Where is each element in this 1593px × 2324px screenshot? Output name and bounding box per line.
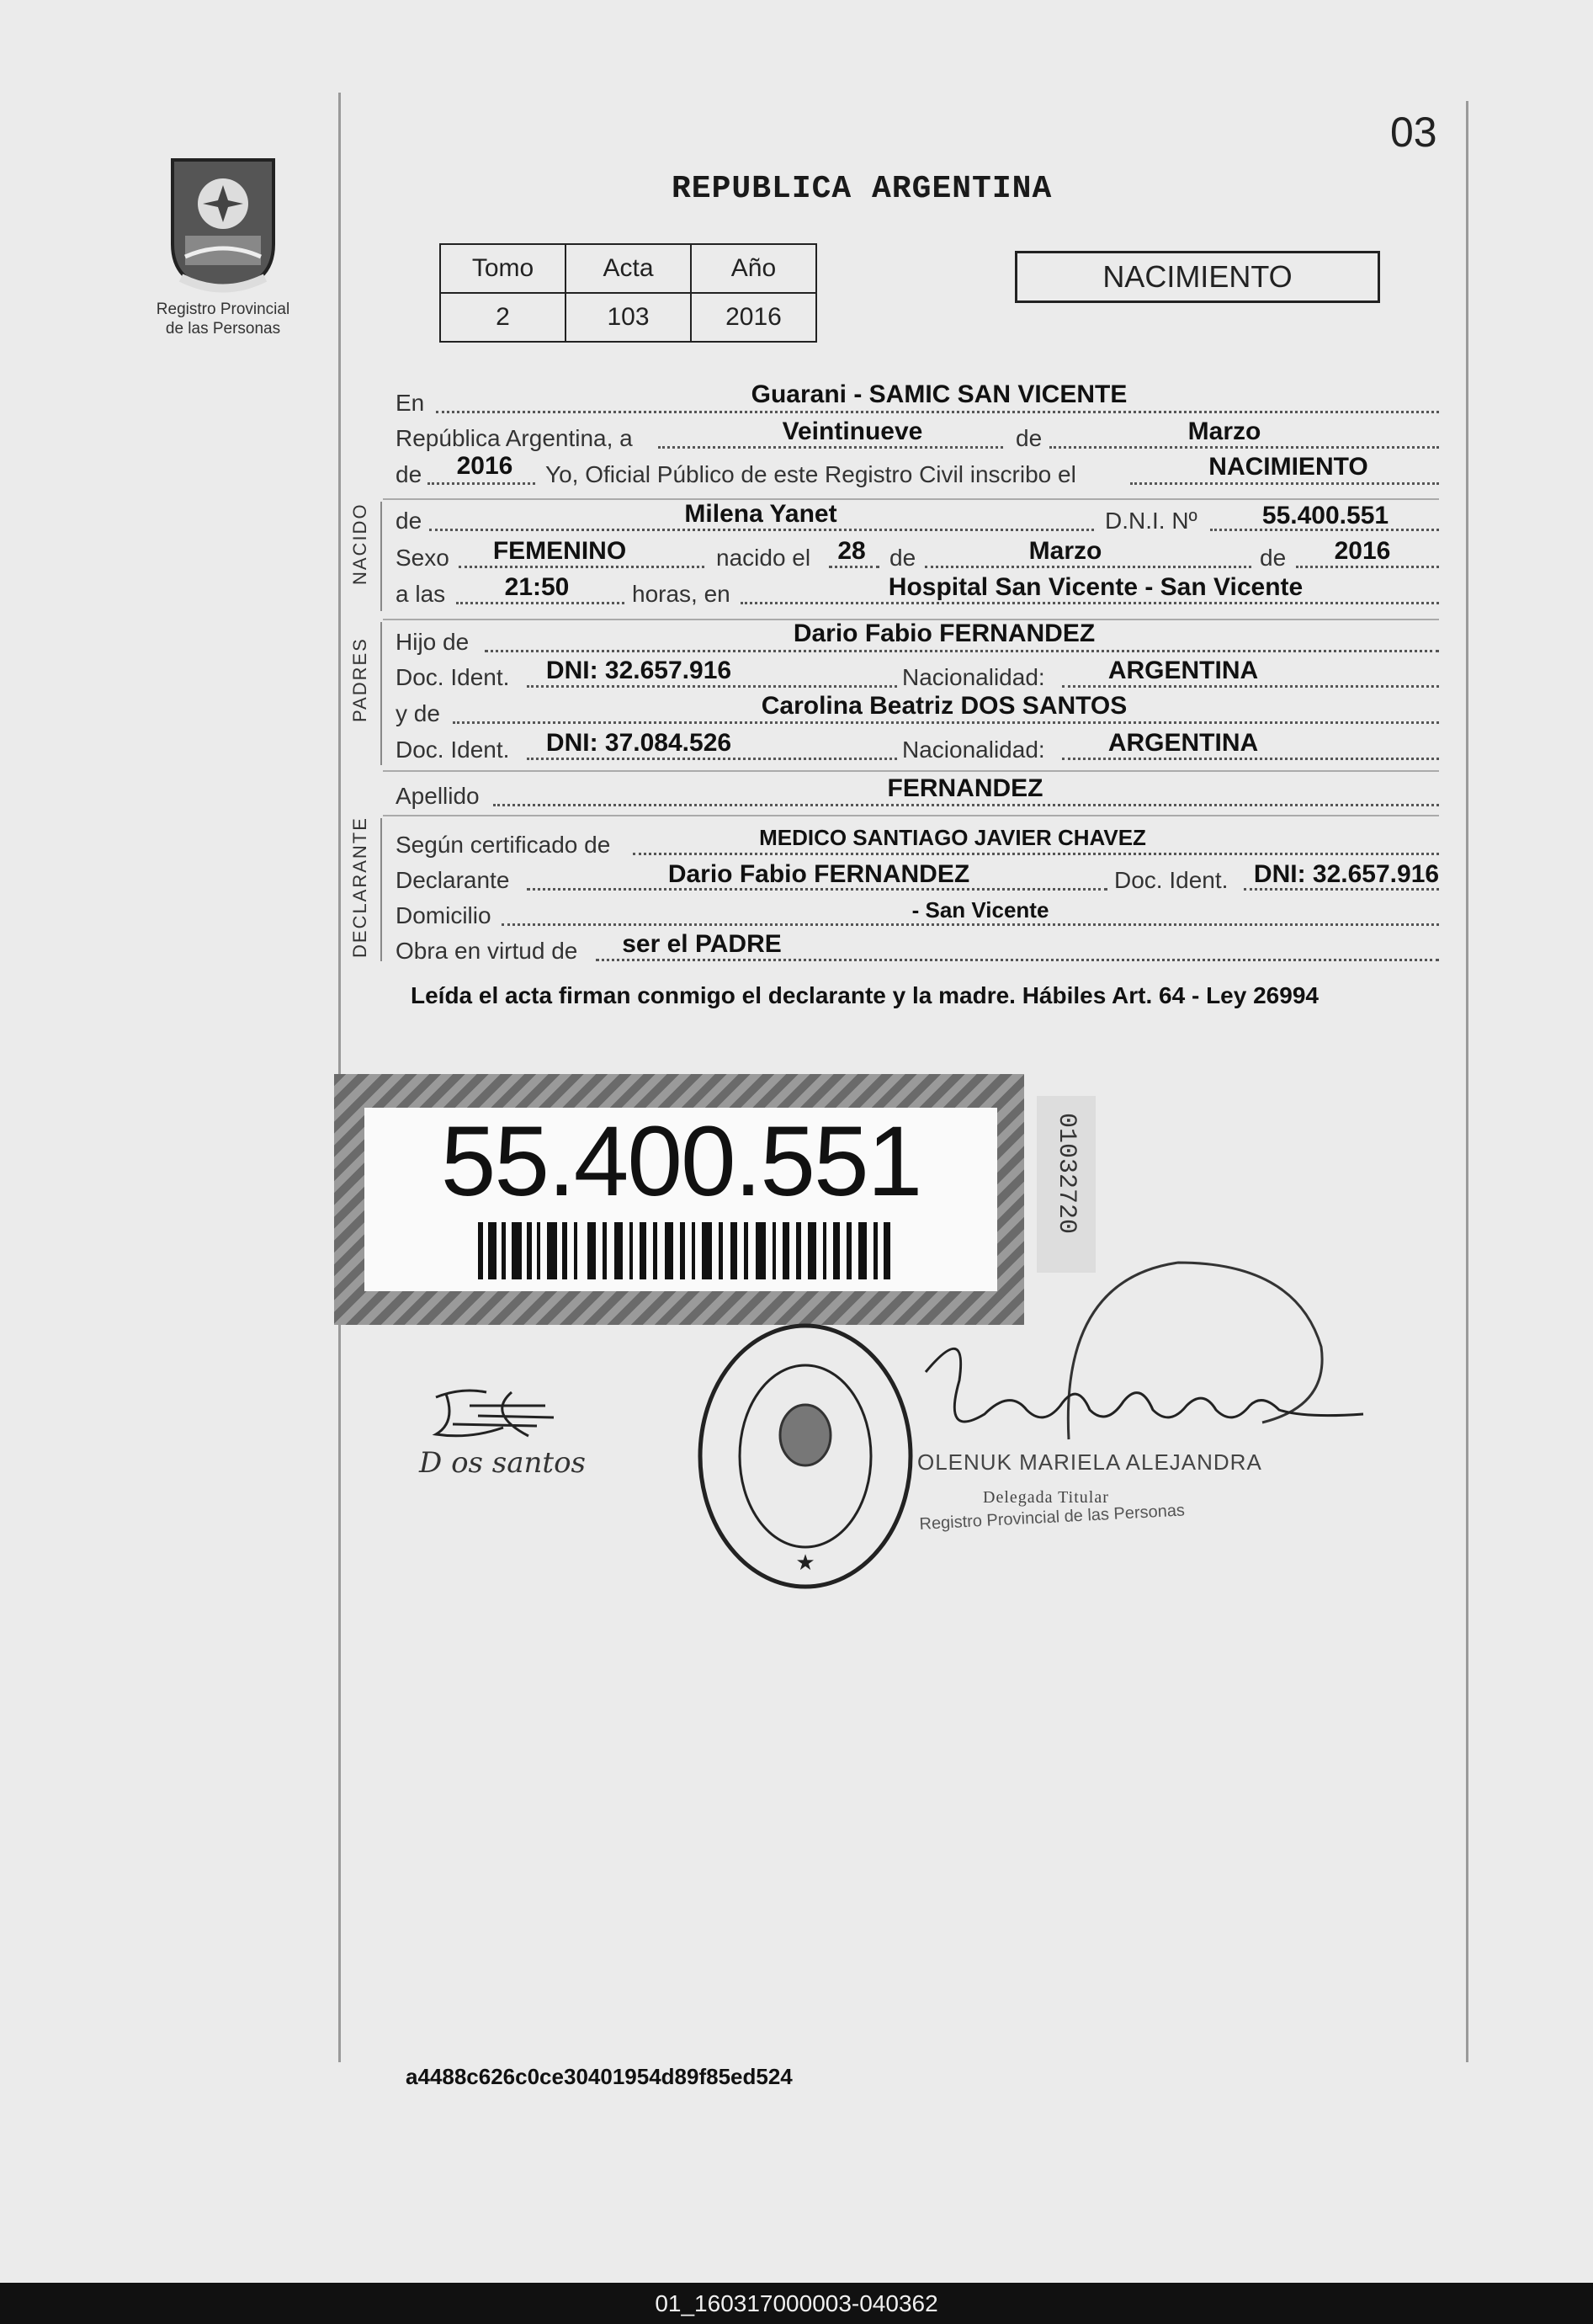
label-de-mes: de — [1016, 425, 1043, 451]
declarant-signature-caption: D os santos — [419, 1446, 586, 1480]
value-nac-mes: Marzo — [1028, 537, 1102, 565]
acta-header: Acta — [566, 244, 691, 293]
dots-obra — [596, 959, 1439, 961]
sticker-number: 55.400.551 — [440, 1106, 921, 1217]
page-number: 03 — [1390, 109, 1437, 156]
label-segun-certificado: Según certificado de — [396, 832, 611, 858]
label-declarante: Declarante — [396, 867, 510, 893]
label-dni: D.N.I. Nº — [1105, 508, 1197, 534]
value-hora: 21:50 — [504, 573, 570, 601]
declarant-signature-icon — [419, 1380, 562, 1448]
value-anio: 2016 — [456, 452, 513, 480]
registry-name-line2: de las Personas — [165, 320, 281, 338]
dots-nac-dia — [829, 566, 879, 568]
official-role: Delegada Titular — [983, 1488, 1109, 1507]
label-apellido: Apellido — [396, 783, 480, 809]
dots-nac-anio — [1296, 566, 1439, 568]
legal-note: Leída el acta firman conmigo el declarante y la madre. Hábiles Art. 64 - Ley 26994 — [411, 982, 1319, 1008]
dots-tipo — [1130, 482, 1439, 485]
nacido-bracket — [380, 502, 382, 611]
dots-sexo — [459, 566, 704, 568]
section-label-padres: PADRES — [349, 637, 370, 722]
label-nacionalidad-madre: Nacionalidad: — [902, 737, 1045, 763]
dots-padre-doc — [527, 685, 897, 688]
dots-name — [429, 529, 1094, 531]
value-mes: Marzo — [1187, 417, 1261, 445]
dots-hora — [456, 602, 624, 604]
section-label-nacido: NACIDO — [349, 503, 370, 585]
registry-name-line1: Registro Provincial — [156, 300, 290, 318]
value-lugar: Guarani - SAMIC SAN VICENTE — [751, 380, 1128, 408]
official-org: Registro Provincial de las Personas — [919, 1501, 1186, 1534]
dots-dia — [658, 446, 1003, 449]
label-nacido-el: nacido el — [716, 545, 811, 571]
tomo-header: Tomo — [440, 244, 566, 293]
label-a-las: a las — [396, 581, 446, 607]
serial-number: 01032720 — [1052, 1113, 1081, 1235]
dots-year — [427, 482, 535, 485]
label-doc-ident-declarante: Doc. Ident. — [1114, 867, 1229, 893]
value-lugar-nac: Hospital San Vicente - San Vicente — [888, 573, 1304, 601]
record-type-box: NACIMIENTO — [1015, 251, 1380, 303]
label-hijo-de: Hijo de — [396, 629, 470, 655]
dots-padre-nac — [1062, 685, 1439, 688]
value-nac-anio: 2016 — [1334, 537, 1391, 565]
dots-madre-doc — [527, 758, 897, 760]
value-madre-nac: ARGENTINA — [1107, 729, 1259, 757]
label-y-de: y de — [396, 700, 440, 726]
section-label-declarante: DECLARANTE — [349, 816, 370, 958]
value-domicilio: - San Vicente — [911, 897, 1049, 923]
dots-madre — [453, 721, 1439, 724]
right-margin-line — [1466, 101, 1468, 2062]
barcode-icon — [478, 1222, 890, 1279]
dots-lugar-nac — [741, 602, 1439, 604]
registry-name — [126, 300, 320, 338]
label-doc-ident-madre: Doc. Ident. — [396, 737, 510, 763]
official-stamp-icon — [692, 1317, 919, 1595]
label-yo-oficial: Yo, Oficial Público de este Registro Civil inscribo el — [545, 461, 1076, 487]
value-dia: Veintinueve — [782, 417, 923, 445]
svg-text:★: ★ — [795, 1550, 815, 1575]
dots-mes — [1049, 446, 1439, 449]
dots-apellido — [493, 804, 1439, 806]
official-name: OLENUK MARIELA ALEJANDRA — [917, 1449, 1262, 1475]
label-nacionalidad-padre: Nacionalidad: — [902, 664, 1045, 690]
label-domicilio: Domicilio — [396, 902, 491, 928]
value-sexo: FEMENINO — [492, 537, 627, 565]
footer-id: 01_160317000003-040362 — [0, 2283, 1593, 2324]
value-padre-doc: DNI: 32.657.916 — [545, 657, 732, 684]
province-emblem-icon — [156, 152, 290, 295]
value-tipo: NACIMIENTO — [1208, 453, 1368, 481]
document-title: REPUBLICA ARGENTINA — [672, 171, 1053, 207]
value-nac-dia: 28 — [837, 537, 866, 565]
label-horas-en: horas, en — [632, 581, 730, 607]
label-sexo: Sexo — [396, 545, 449, 571]
dots-madre-nac — [1062, 758, 1439, 760]
label-de-nac-mes: de — [889, 545, 916, 571]
book-reference-table — [439, 243, 817, 343]
value-certificado: MEDICO SANTIAGO JAVIER CHAVEZ — [759, 825, 1146, 850]
label-doc-ident-padre: Doc. Ident. — [396, 664, 510, 690]
dots-nac-mes — [925, 566, 1251, 568]
nacido-top-line — [383, 498, 1439, 500]
value-padre: Dario Fabio FERNANDEZ — [793, 620, 1096, 647]
anio-value: 2016 — [691, 293, 816, 342]
value-declarante-doc: DNI: 32.657.916 — [1253, 860, 1440, 888]
sticker-panel — [364, 1108, 997, 1291]
label-de-year: de — [396, 461, 422, 487]
tomo-value: 2 — [440, 293, 566, 342]
value-madre-doc: DNI: 37.084.526 — [545, 729, 732, 757]
acta-value: 103 — [566, 293, 691, 342]
dots-domicilio — [502, 923, 1439, 926]
label-de-name: de — [396, 508, 422, 534]
dots-en — [436, 411, 1439, 413]
anio-header: Año — [691, 244, 816, 293]
value-nombre: Milena Yanet — [684, 500, 837, 528]
label-republica: República Argentina, a — [396, 425, 633, 451]
official-signature-icon — [909, 1246, 1380, 1465]
label-en: En — [396, 390, 425, 416]
dots-certificado — [633, 853, 1439, 855]
declarante-top-line — [383, 815, 1439, 816]
value-padre-nac: ARGENTINA — [1107, 657, 1259, 684]
value-dni: 55.400.551 — [1261, 502, 1389, 529]
label-obra-en-virtud: Obra en virtud de — [396, 938, 578, 964]
document-hash: a4488c626c0ce30401954d89f85ed524 — [406, 2064, 793, 2089]
value-apellido: FERNANDEZ — [887, 774, 1043, 802]
apellido-top-line — [383, 770, 1439, 772]
value-obra: ser el PADRE — [622, 930, 782, 958]
dots-padre — [485, 650, 1439, 652]
padres-bracket — [380, 622, 382, 765]
declarante-bracket — [380, 818, 382, 961]
value-declarante: Dario Fabio FERNANDEZ — [667, 860, 970, 888]
label-de-nac-anio: de — [1260, 545, 1287, 571]
value-madre: Carolina Beatriz DOS SANTOS — [761, 692, 1128, 720]
